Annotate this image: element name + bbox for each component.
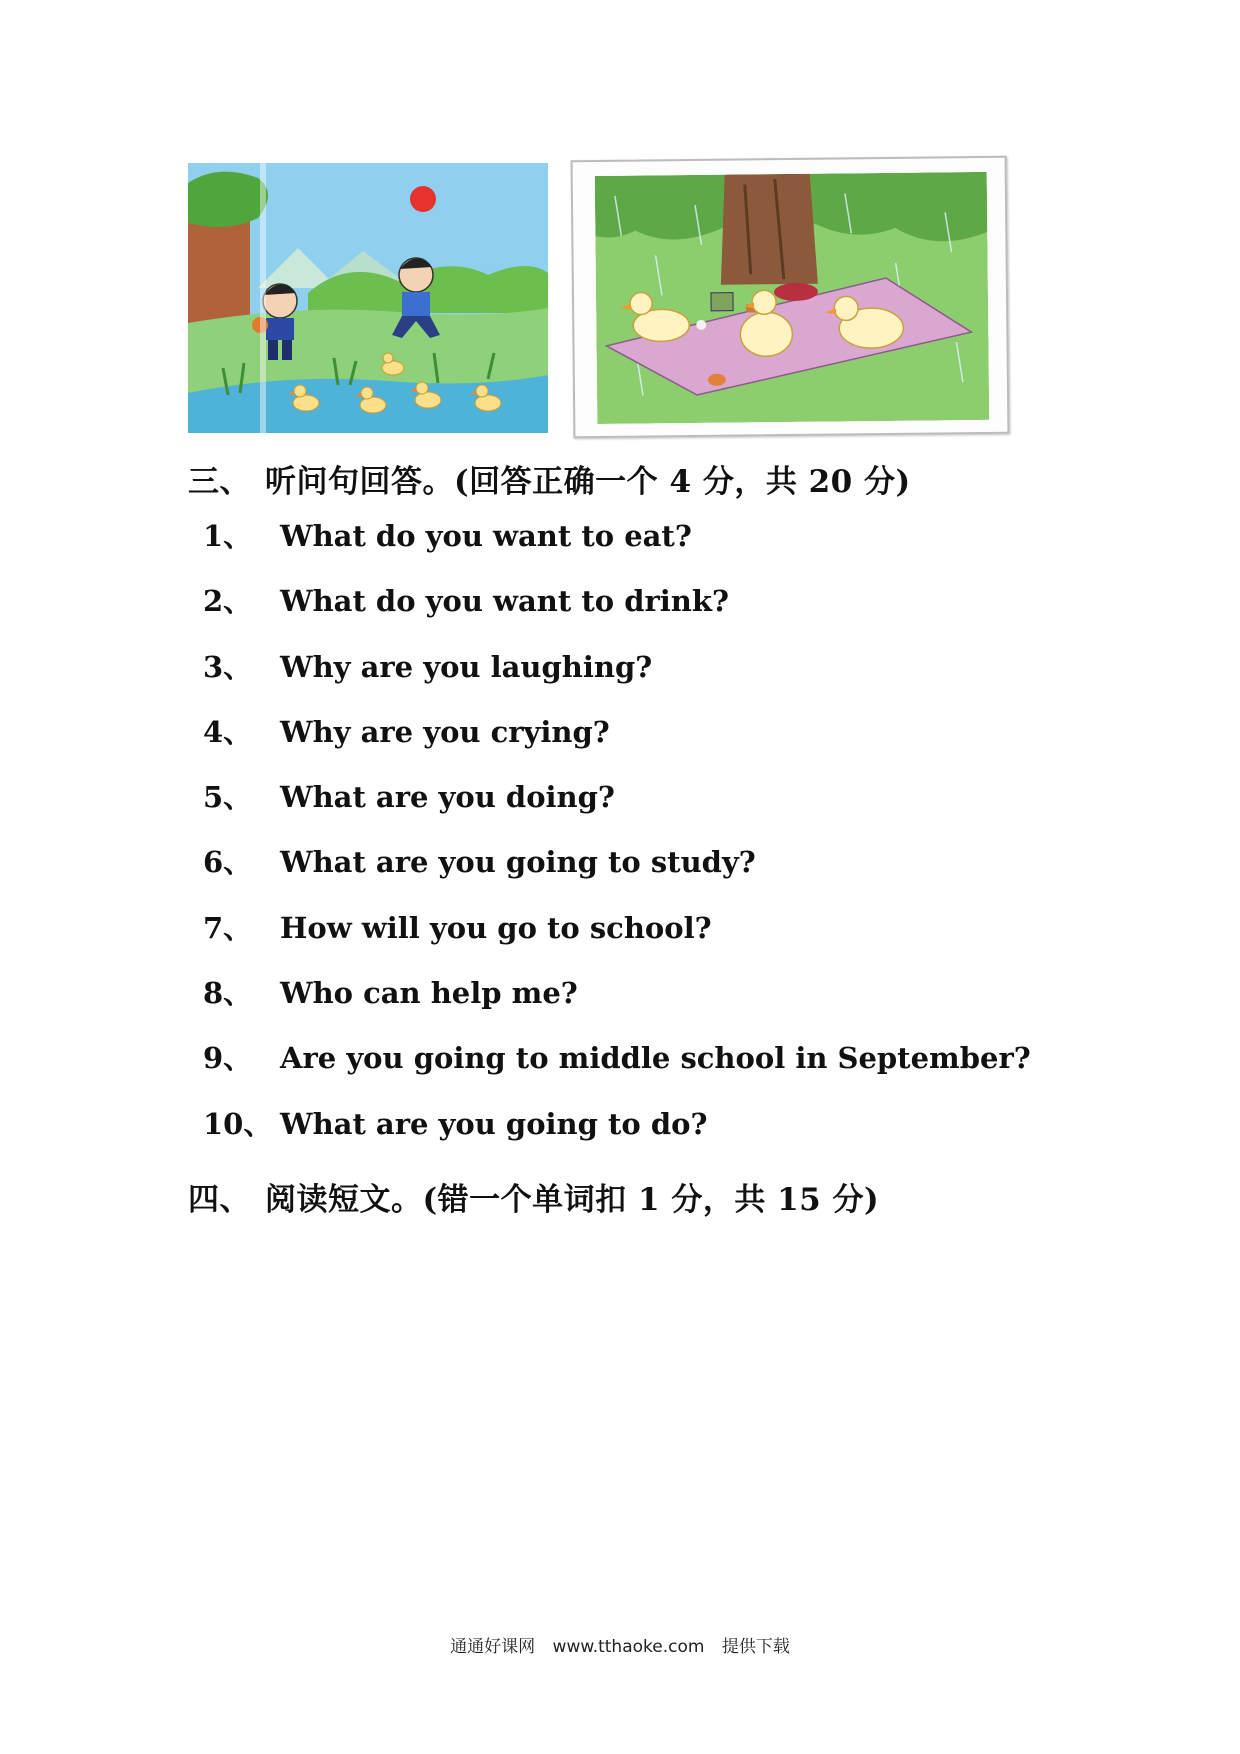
list-item [203,1041,1103,1109]
question-number: 7、 [203,910,253,945]
list-item [203,910,1103,979]
list-item [203,714,1103,783]
question-number: 6、 [203,845,253,880]
question-text: How will you go to school? [280,910,712,945]
question-text: Are you going to middle school in September? [280,1041,1031,1076]
question-number: 9、 [203,1041,253,1076]
photo-frame [571,156,1010,439]
list-item [203,845,1103,913]
question-text: What do you want to drink? [280,584,729,619]
question-text: Who can help me? [280,976,578,1011]
question-number: 1、 [203,519,253,553]
section-title: 听问句回答。(回答正确一个 4 分，共 20 分) [265,464,911,500]
page-footer [0,1632,1240,1657]
question-number: 2、 [203,584,253,619]
illustration-ducks-picnic-rain-icon [595,172,990,424]
section-number: 四、 [188,1182,251,1218]
illustration-boys-ducks-pond-icon [188,163,548,433]
list-item [203,780,1103,848]
footer-site-name: 通通好课网 [450,1637,536,1657]
question-number: 10、 [203,1106,273,1141]
list-item [203,519,1103,587]
footer-url[interactable]: www.tthaoke.com [552,1637,705,1657]
question-number: 5、 [203,780,253,815]
section-number: 三、 [188,464,251,500]
question-number: 8、 [203,976,253,1011]
question-number: 3、 [203,649,253,684]
section-heading-reading [188,1174,879,1219]
list-item [203,649,1103,718]
question-text: What do you want to eat? [280,519,692,553]
list-item [203,976,1103,1044]
footer-note: 提供下载 [721,1637,790,1657]
question-list [203,519,1103,1175]
question-text: Why are you crying? [280,714,610,749]
question-number: 4、 [203,714,253,749]
section-title: 阅读短文。(错一个单词扣 1 分，共 15 分) [265,1182,880,1218]
question-text: What are you doing? [280,780,615,815]
question-text: Why are you laughing? [280,649,653,684]
list-item [203,584,1103,652]
section-heading-listening [188,456,911,501]
list-item [203,1106,1103,1175]
question-text: What are you going to do? [280,1106,708,1141]
question-text: What are you going to study? [280,845,756,880]
